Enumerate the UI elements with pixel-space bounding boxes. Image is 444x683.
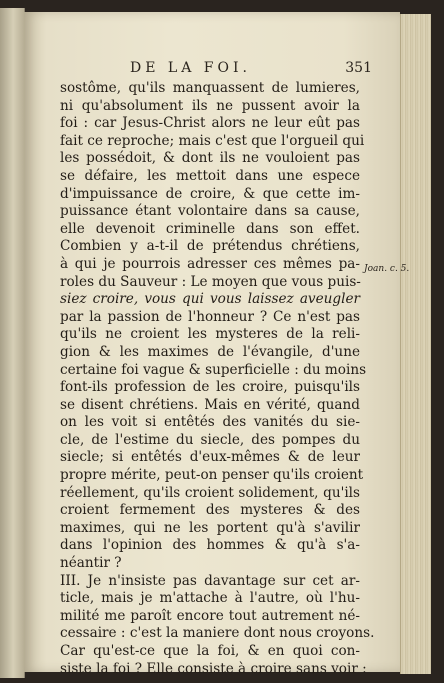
text-line: à qui je pourrois adresser ces mêmes pa- [60,255,360,272]
text-line: croient fermement des mysteres & des [60,502,360,519]
text-line: certaine foi vague & superficielle : du moins [60,361,367,378]
body-text [60,80,375,678]
text-line: font-ils profession de les croire, puisqu'ils [60,379,360,396]
text-line: les possédoit, & dont ils ne vouloient pas [60,150,360,167]
text-line: néantir ? [60,555,122,572]
text-line: propre mérite, peut-on penser qu'ils croient [60,467,364,484]
text-line: Combien y a-t-il de prétendus chrétiens, [60,238,360,255]
text-line: par la passion de l'honneur ? Ce n'est pas [60,308,360,325]
text-line: puissance étant volontaire dans sa cause, [60,203,360,220]
text-line: milité me paroît encore tout autrement né- [60,607,360,624]
previous-page-edge [0,8,25,678]
text-line: ticle, mais je m'attache à l'autre, où l'hu- [60,590,360,607]
text-line: se défaire, les mettoit dans une espece [60,167,360,184]
text-line: cessaire : c'est la maniere dont nous croyons. [60,625,375,642]
margin-note: Joan. c. 5. [364,264,410,274]
running-title: DE LA FOI. [130,60,251,76]
text-line: on les voit si entêtés des vanités du sie- [60,414,360,431]
text-line: ni qu'absolument ils ne pussent avoir la [60,97,360,114]
text-line: roles du Sauveur : Le moyen que vous puis- [60,273,361,290]
text-line: d'impuissance de croire, & que cette im- [60,185,360,202]
text-line: cle, de l'estime du siecle, des pompes du [60,431,360,448]
page-number: 351 [345,60,372,76]
text-line: réellement, qu'ils croient solidement, qu'ils [60,484,360,501]
text-line: qu'ils ne croient les mysteres de la reli- [60,326,360,343]
text-line-quotation: siez croire, vous qui vous laissez aveugler [60,291,360,308]
page-stack-edge [400,14,431,674]
text-line: gion & les maximes de l'évangile, d'une [60,343,360,360]
page-header [60,60,390,78]
text-line: foi : car Jesus-Christ alors ne leur eût pas [60,115,360,132]
text-line: se disent chrétiens. Mais en vérité, quand [60,396,360,413]
text-line: dans l'opinion des hommes & qu'à s'a- [60,537,360,554]
text-line: siste la foi ? Elle consiste à croire sans voir : [60,660,367,677]
text-line: sostôme, qu'ils manquassent de lumieres, [60,80,360,96]
text-line: siecle; si entêtés d'eux-mêmes & de leur [60,449,360,466]
text-line: III. Je n'insiste pas davantage sur cet ar- [60,572,360,589]
text-line: maximes, qui ne les portent qu'à s'avilir [60,519,360,536]
text-line: fait ce reproche; mais c'est que l'orgueil qui [60,132,365,149]
text-line: elle devenoit criminelle dans son effet. [60,220,360,237]
text-line: Car qu'est-ce que la foi, & en quoi con- [60,643,360,659]
